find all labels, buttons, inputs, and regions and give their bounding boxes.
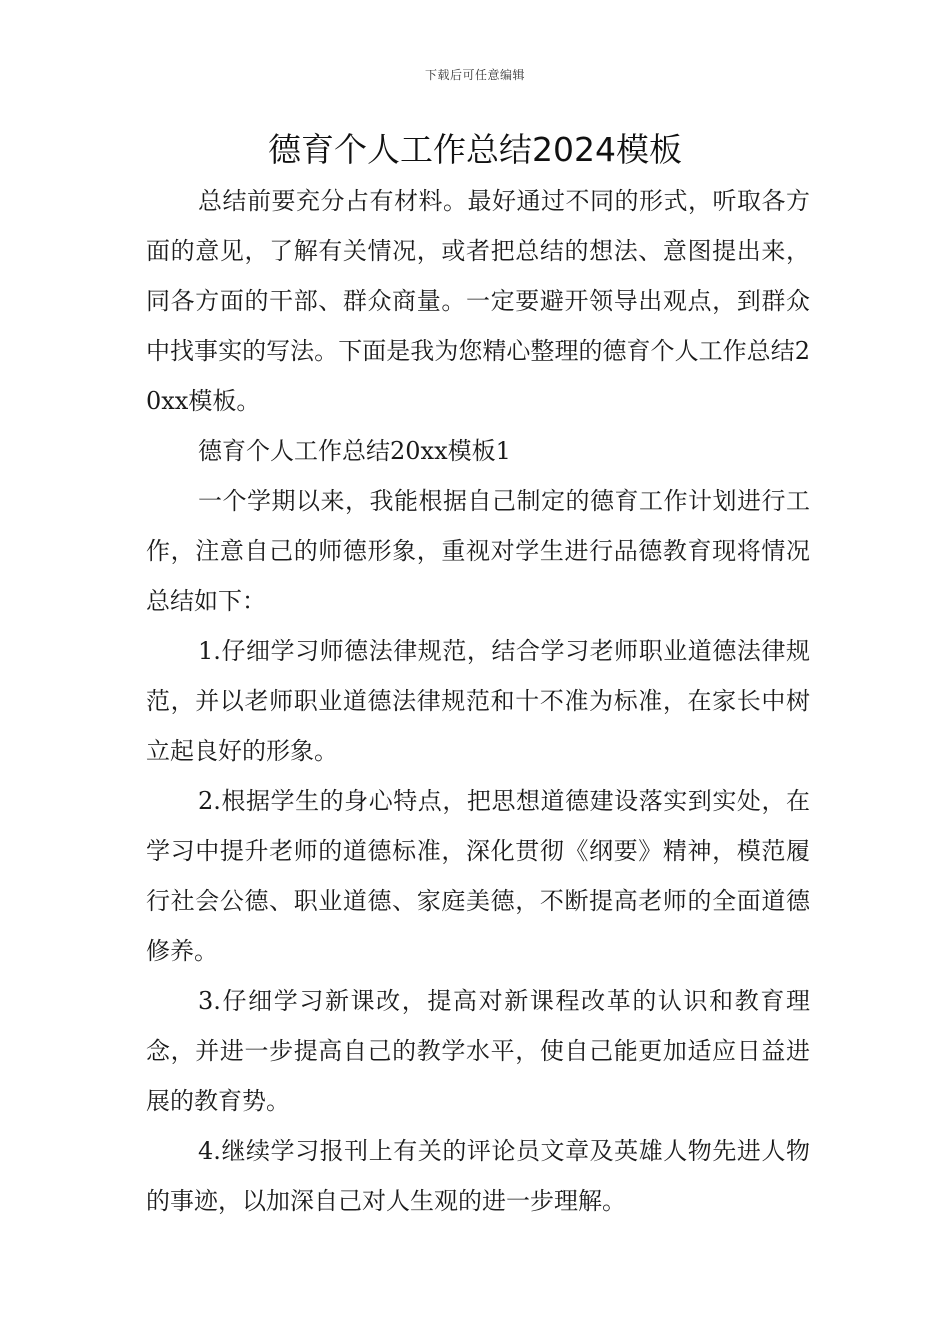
summary-paragraph: 一个学期以来，我能根据自己制定的德育工作计划进行工作，注意自己的师德形象，重视对学生进行品德教育现将情况总结如下：	[146, 487, 810, 615]
intro-paragraph: 总结前要充分占有材料。最好通过不同的形式，听取各方面的意见，了解有关情况，或者把总结的想法、意图提出来，同各方面的干部、群众商量。一定要避开领导出观点，到群众中找事实的写法。下面是我为您精心整理的德育个人工作总结20xx模板。	[146, 187, 810, 415]
item-paragraph-2: 2.根据学生的身心特点，把思想道德建设落实到实处，在学习中提升老师的道德标准，深化贯彻《纲要》精神，模范履行社会公德、职业道德、家庭美德，不断提高老师的全面道德修养。	[146, 787, 810, 965]
document-body	[146, 176, 810, 1226]
header-note: 下载后可任意编辑	[424, 68, 525, 82]
item-paragraph-4: 4.继续学习报刊上有关的评论员文章及英雄人物先进人物的事迹，以加深自己对人生观的进一步理解。	[146, 1137, 810, 1215]
item-paragraph-3: 3.仔细学习新课改，提高对新课程改革的认识和教育理念，并进一步提高自己的教学水平，使自己能更加适应日益进展的教育势。	[146, 987, 810, 1115]
section-heading: 德育个人工作总结20xx模板1	[198, 437, 511, 465]
item-paragraph-1: 1.仔细学习师德法律规范，结合学习老师职业道德法律规范，并以老师职业道德法律规范和十不准为标准，在家长中树立起良好的形象。	[146, 637, 810, 765]
document-title: 德育个人工作总结2024模板	[268, 130, 682, 169]
